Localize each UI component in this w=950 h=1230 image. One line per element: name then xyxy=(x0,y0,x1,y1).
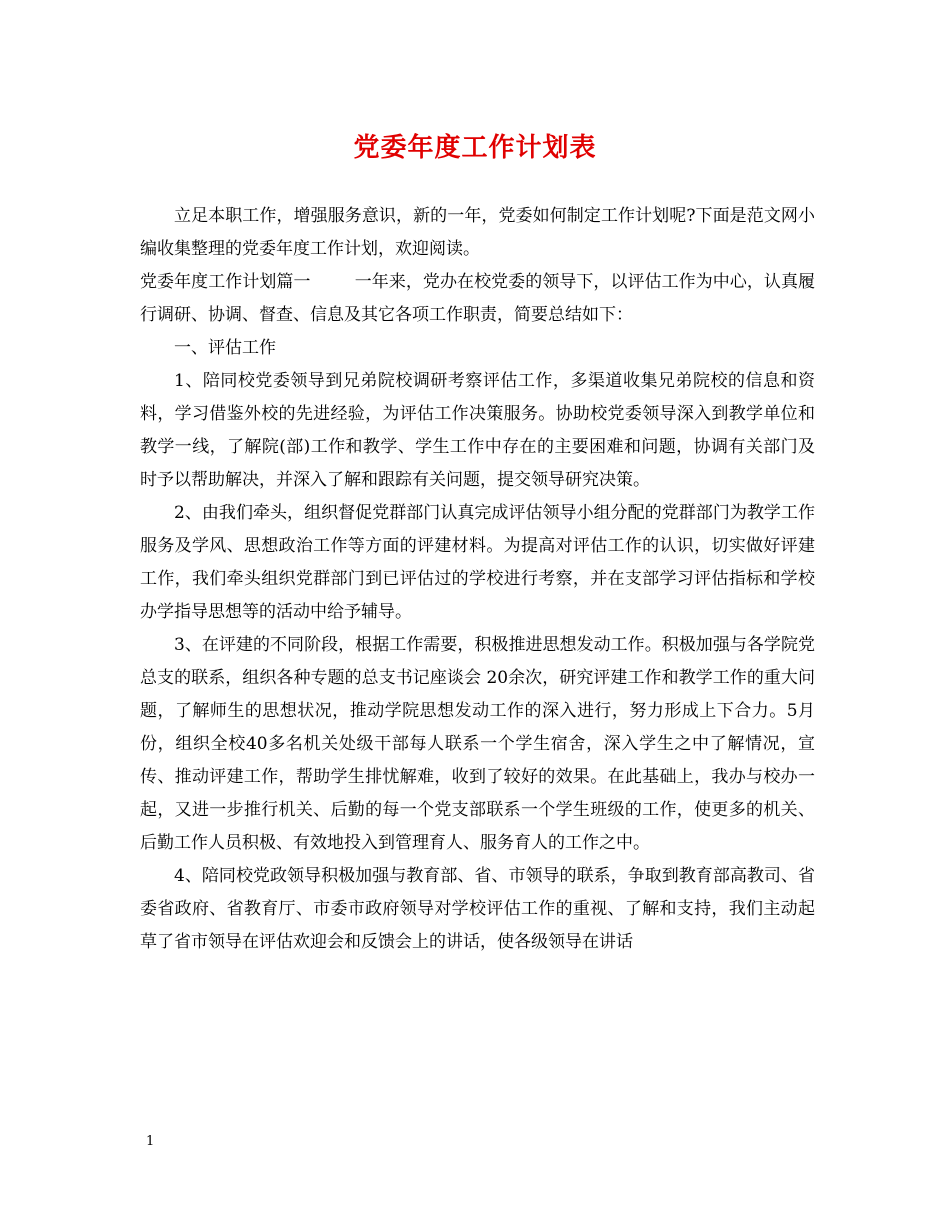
body-paragraph-4: 4、陪同校党政领导积极加强与教育部、省、市领导的联系，争取到教育部高教司、省委省政府、省教育厅、市委市政府领导对学校评估工作的重视、了解和支持，我们主动起草了省市领导在评估欢迎会和反馈会上的讲话，使各级领导在讲话 xyxy=(140,866,815,952)
section-lead-paragraph xyxy=(140,266,815,332)
section-lead-text: 一年来，党办在校党委的领导下，以评估工作为中心，认真履行调研、协调、督查、信息及其它各项工作职责，简要总结如下： xyxy=(140,272,816,325)
document-title: 党委年度工作计划表 xyxy=(353,133,597,163)
section-label: 党委年度工作计划篇一 xyxy=(140,272,311,292)
section-heading: 一、评估工作 xyxy=(174,338,276,358)
body-paragraph-2: 2、由我们牵头，组织督促党群部门认真完成评估领导小组分配的党群部门为教学工作服务及学风、思想政治工作等方面的评建材料。为提高对评估工作的认识，切实做好评建工作，我们牵头组织党群部门到已评估过的学校进行考察，并在支部学习评估指标和学校办学指导思想等的活动中给予辅导。 xyxy=(140,503,815,622)
body-paragraph-3: 3、在评建的不同阶段，根据工作需要，积极推进思想发动工作。积极加强与各学院党总支的联系，组织各种专题的总支书记座谈会 20余次，研究评建工作和教学工作的重大问题，了解师生的思想状况，推动学院思想发动工作的深入进行，努力形成上下合力。5月份，组织全校40多名机关处级干部每人联系一个学生宿舍，深入学生之中了解情况，宣传、推动评建工作，帮助学生排忧解难，收到了较好的效果。在此基础上，我办与校办一起，又进一步推行机关、后勤的每一个党支部联系一个学生班级的工作，使更多的机关、后勤工作人员积极、有效地投入到管理育人、服务育人的工作之中。 xyxy=(140,635,815,853)
page-number: 1 xyxy=(146,1134,155,1149)
body-paragraph-1: 1、陪同校党委领导到兄弟院校调研考察评估工作，多渠道收集兄弟院校的信息和资料，学习借鉴外校的先进经验，为评估工作决策服务。协助校党委领导深入到教学单位和教学一线，了解院(部)工作和教学、学生工作中存在的主要困难和问题，协调有关部门及时予以帮助解决，并深入了解和跟踪有关问题，提交领导研究决策。 xyxy=(140,371,815,490)
document-body xyxy=(140,200,815,959)
intro-paragraph: 立足本职工作，增强服务意识，新的一年，党委如何制定工作计划呢?下面是范文网小编收集整理的党委年度工作计划，欢迎阅读。 xyxy=(140,206,815,259)
